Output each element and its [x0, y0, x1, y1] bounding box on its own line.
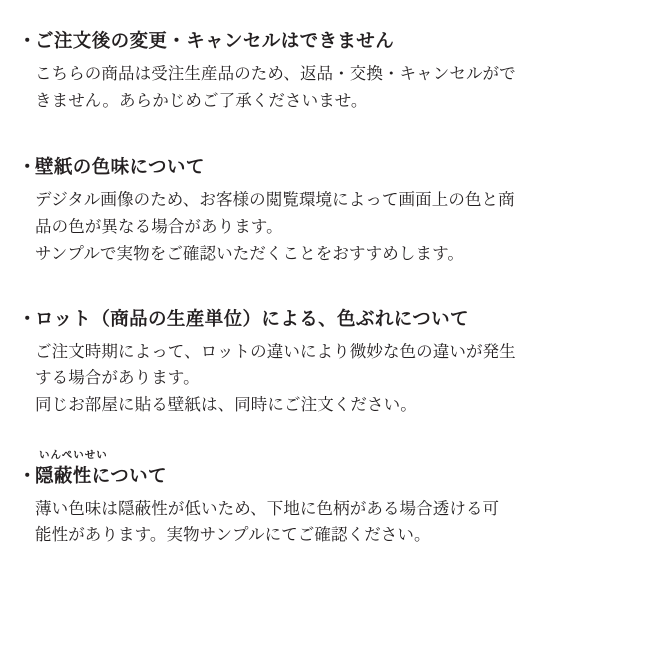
body-line: きません。あらかじめご了承くださいませ。 — [35, 90, 368, 110]
section-body — [18, 339, 639, 419]
section-body — [18, 187, 639, 267]
body-line: デジタル画像のため、お客様の閲覧環境によって画面上の色と商 — [35, 190, 515, 210]
bullet-icon: ・ — [18, 31, 37, 52]
bullet-icon: ・ — [18, 308, 37, 330]
heading-wrap — [18, 30, 639, 55]
heading-wrap — [18, 308, 639, 333]
section-heading — [18, 156, 639, 181]
section-heading — [18, 465, 639, 490]
body-line: 薄い色味は隠蔽性が低いため、下地に色柄がある場合透ける可 — [35, 498, 500, 518]
section-body — [18, 496, 639, 549]
section-heading-text: ロット（商品の生産単位）による、色ぶれについて — [35, 308, 469, 330]
body-line: 能性があります。実物サンプルにてご確認ください。 — [35, 525, 431, 545]
section-heading-text: ご注文後の変更・キャンセルはできません — [35, 31, 395, 52]
section-heading — [18, 30, 639, 55]
section-heading-text: 壁紙の色味について — [35, 157, 205, 179]
body-line: こちらの商品は受注生産品のため、返品・交換・キャンセルがで — [35, 63, 516, 83]
body-line: する場合があります。 — [35, 368, 200, 388]
ruby-annotation: いんぺいせい — [39, 448, 108, 461]
bullet-icon: ・ — [18, 465, 37, 487]
section-heading — [18, 308, 639, 333]
heading-wrap — [18, 448, 639, 490]
notice-section-lot-color-variance — [18, 308, 639, 419]
body-line: 品の色が異なる場合があります。 — [35, 217, 283, 237]
section-body — [18, 61, 639, 114]
bullet-icon: ・ — [18, 157, 37, 179]
section-heading-text: 隠蔽性について — [35, 465, 167, 487]
notice-section-order-change — [18, 30, 639, 114]
heading-wrap — [18, 156, 639, 181]
body-line: 同じお部屋に貼る壁紙は、同時にご注文ください。 — [35, 394, 417, 414]
body-line: サンプルで実物をご確認いただくことをおすすめします。 — [35, 243, 464, 263]
body-line: ご注文時期によって、ロットの違いにより微妙な色の違いが発生 — [35, 341, 516, 361]
notice-section-wallpaper-color — [18, 156, 639, 267]
notice-section-opacity — [18, 448, 639, 549]
